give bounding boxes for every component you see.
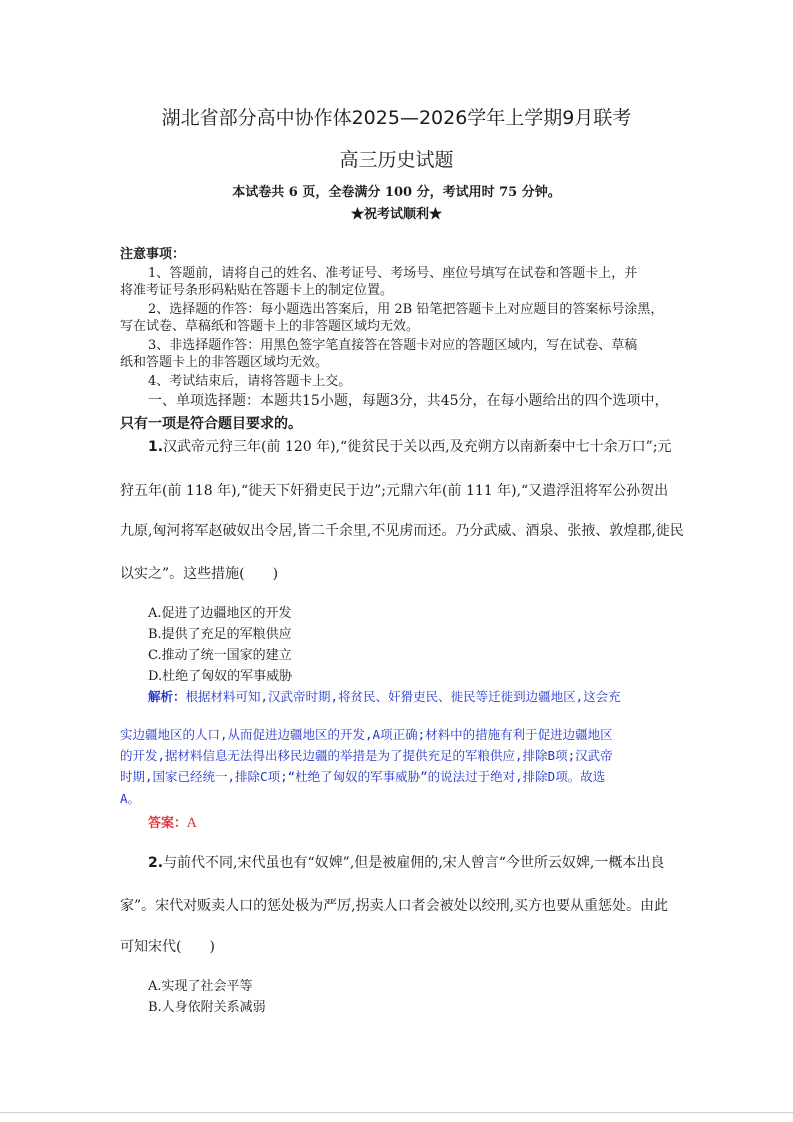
question-2-option-a: A.实现了社会平等	[148, 979, 253, 994]
note-3-line-2: 纸和答题卡上的非答题区域均无效。	[120, 355, 329, 370]
wish-line: ★祝考试顺利★	[350, 207, 442, 222]
question-1-option-a: A.促进了边疆地区的开发	[148, 606, 292, 621]
question-1-analysis-line-4: 时期,国家已经统一,排除C项;“杜绝了匈奴的军事威胁”的说法过于绝对,排除D项。故选	[120, 769, 606, 784]
section-heading-line-2: 只有一项是符合题目要求的。	[120, 416, 302, 432]
question-1-analysis-line-1: 解析：根据材料可知,汉武帝时期,将贫民、奸猾吏民、徙民等迁徙到边疆地区,这会充	[148, 689, 621, 704]
note-1-line-1: 1、答题前，请将自己的姓名、准考证号、考场号、座位号填写在试卷和答题卡上，并	[148, 266, 638, 281]
question-1-stem-line-4: 以实之”。这些措施( )	[120, 566, 279, 582]
notes-heading: 注意事项：	[120, 247, 186, 262]
question-2-stem-line-3: 可知宋代( )	[120, 939, 215, 955]
question-1-option-c: C.推动了统一国家的建立	[148, 648, 292, 663]
question-2-number: 2.	[148, 855, 164, 871]
question-1-analysis-line-5: A。	[120, 791, 141, 806]
note-2-line-1: 2、选择题的作答：每小题选出答案后，用 2B 铅笔把答题卡上对应题目的答案标号涂黑，	[148, 302, 664, 317]
question-1-number: 1.	[148, 439, 164, 455]
question-2-stem-line-1: 2.与前代不同,宋代虽也有“奴婢”,但是被雇佣的,宋人曾言“今世所云奴婢,一概本出良	[148, 855, 665, 871]
section-heading-line-1: 一、单项选择题：本题共15小题，每题3分，共45分，在每小题给出的四个选项中，	[148, 393, 669, 409]
question-1-stem-line-2: 狩五年(前 118 年),“徙天下奸猾吏民于边”;元鼎六年(前 111 年),“又遣浮沮将军公孙贺出	[120, 483, 669, 499]
answer-value: A	[187, 816, 197, 831]
question-1-stem-line-1: 1.汉武帝元狩三年(前 120 年),“徙贫民于关以西,及充朔方以南新秦中七十余万口”;元	[148, 439, 672, 455]
analysis-label: 解析：	[148, 689, 186, 704]
question-1-answer	[148, 812, 196, 831]
question-1-stem-line-3: 九原,匈河将军赵破奴出令居,皆二千余里,不见虏而还。乃分武威、酒泉、张掖、敦煌郡,徙民	[120, 523, 684, 539]
exam-title: 湖北省部分高中协作体2025—2026学年上学期9月联考	[161, 107, 632, 129]
note-1-line-2: 将准考证号条形码粘贴在答题卡上的制定位置。	[120, 283, 394, 298]
question-1-analysis-line-3: 的开发,据材料信息无法得出移民边疆的举措是为了提供充足的军粮供应,排除B项;汉武帝	[120, 748, 613, 763]
question-1-analysis-line-2: 实边疆地区的人口,从而促进边疆地区的开发,A项正确;材料中的措施有利于促进边疆地区	[120, 727, 613, 742]
question-1-option-b: B.提供了充足的军粮供应	[148, 627, 292, 642]
note-3-line-1: 3、非选择题作答：用黑色签字笔直接答在答题卡对应的答题区域内，写在试卷、草稿	[148, 338, 638, 353]
note-2-line-2: 写在试卷、草稿纸和答题卡上的非答题区域均无效。	[120, 319, 420, 334]
page-bottom-divider	[0, 1112, 793, 1113]
question-1-option-d: D.杜绝了匈奴的军事威胁	[148, 669, 293, 684]
answer-label: 答案：	[148, 816, 188, 831]
question-2-stem-line-2: 家”。宋代对贩卖人口的惩处极为严厉,拐卖人口者会被处以绞刑,买方也要从重惩处。由此	[120, 898, 669, 914]
note-4: 4、考试结束后，请将答题卡上交。	[148, 374, 352, 389]
question-2-option-b: B.人身依附关系减弱	[148, 1000, 266, 1015]
exam-info: 本试卷共 6 页，全卷满分 100 分，考试用时 75 分钟。	[232, 185, 561, 200]
exam-subtitle: 高三历史试题	[339, 149, 454, 171]
